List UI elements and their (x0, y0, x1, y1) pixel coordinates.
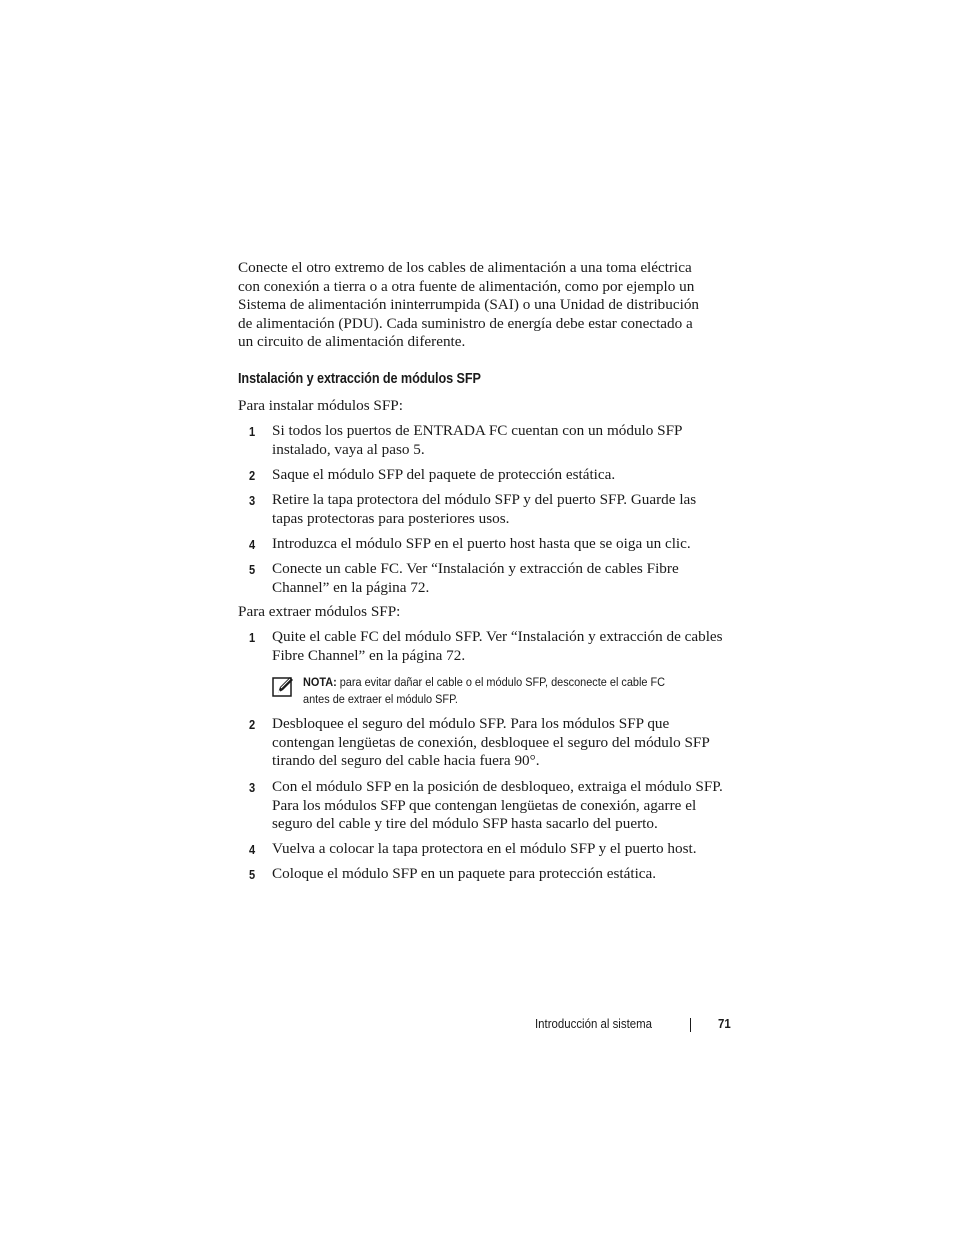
step-number: 3 (249, 493, 256, 508)
intro-line: con conexión a tierra o a otra fuente de alimentación, como por ejemplo un (238, 277, 695, 295)
step-line: Retire la tapa protectora del módulo SFP y del puerto SFP. Guarde las (272, 491, 697, 508)
step-text (272, 422, 740, 459)
step-text (272, 778, 740, 834)
intro-paragraph (238, 259, 738, 352)
step-text (272, 715, 740, 771)
step-text (272, 560, 740, 597)
step-line: Fibre Channel” en la página 72. (272, 646, 466, 664)
step-text (272, 628, 740, 665)
step-line: Desbloquee el seguro del módulo SFP. Para los módulos SFP que (272, 715, 670, 732)
remove-lead: Para extraer módulos SFP: (238, 603, 401, 620)
step-number: 1 (249, 630, 256, 645)
intro-line: de alimentación (PDU). Cada suministro de energía debe estar conectado a (238, 314, 693, 332)
note-pencil-icon (272, 676, 294, 698)
step-number: 4 (249, 842, 256, 857)
note-line: para evitar dañar el cable o el módulo SFP, desconecte el cable FC (336, 675, 666, 689)
note-label: NOTA: (303, 675, 337, 689)
footer-divider (690, 1018, 691, 1032)
intro-line: Sistema de alimentación ininterrumpida (SAI) o una Unidad de distribución (238, 296, 700, 314)
step-line: Vuelva a colocar la tapa protectora en el módulo SFP y el puerto host. (272, 840, 697, 857)
page-number: 71 (718, 1016, 731, 1031)
step-line: Si todos los puertos de ENTRADA FC cuentan con un módulo SFP (272, 422, 683, 439)
step-line: Conecte un cable FC. Ver “Instalación y extracción de cables Fibre (272, 560, 679, 577)
step-line: tirando del seguro del cable hacia fuera 90°. (272, 752, 540, 770)
step-line: Saque el módulo SFP del paquete de protección estática. (272, 466, 616, 483)
step-line: instalado, vaya al paso 5. (272, 440, 425, 458)
intro-line: Conecte el otro extremo de los cables de alimentación a una toma eléctrica (238, 259, 692, 276)
step-number: 1 (249, 424, 256, 439)
step-line: Quite el cable FC del módulo SFP. Ver “Instalación y extracción de cables (272, 628, 723, 645)
step-number: 3 (249, 780, 256, 795)
step-number: 5 (249, 562, 256, 577)
intro-line: un circuito de alimentación diferente. (238, 333, 466, 351)
note-text (303, 674, 717, 708)
note-line: antes de extraer el módulo SFP. (303, 692, 458, 706)
step-line: seguro del cable y tire del módulo SFP hasta sacarlo del puerto. (272, 815, 658, 833)
step-number: 4 (249, 537, 256, 552)
step-line: Con el módulo SFP en la posición de desbloqueo, extraiga el módulo SFP. (272, 778, 723, 795)
step-line: tapas protectoras para posteriores usos. (272, 509, 510, 527)
step-line: Channel” en la página 72. (272, 578, 430, 596)
step-number: 2 (249, 468, 256, 483)
install-lead: Para instalar módulos SFP: (238, 397, 403, 414)
step-text (272, 535, 740, 554)
step-text (272, 466, 740, 485)
step-text (272, 491, 740, 528)
step-number: 5 (249, 867, 256, 882)
step-line: contengan lengüetas de conexión, desbloquee el seguro del módulo SFP (272, 733, 710, 751)
section-heading: Instalación y extracción de módulos SFP (238, 371, 481, 387)
step-line: Para los módulos SFP que contengan lengüetas de conexión, agarre el (272, 796, 697, 814)
step-line: Coloque el módulo SFP en un paquete para protección estática. (272, 865, 657, 882)
step-text (272, 840, 740, 859)
step-number: 2 (249, 717, 256, 732)
step-text (272, 865, 740, 884)
footer-section-title: Introducción al sistema (535, 1016, 652, 1031)
step-line: Introduzca el módulo SFP en el puerto host hasta que se oiga un clic. (272, 535, 691, 552)
